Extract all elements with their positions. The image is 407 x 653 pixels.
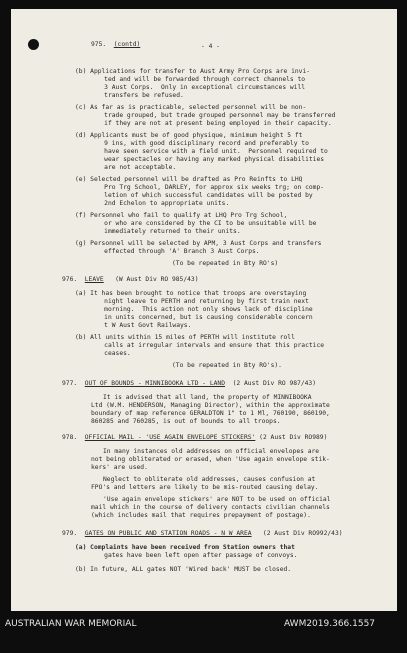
document-line: In many instances old addresses on official envelopes are	[103, 448, 320, 455]
document-line: It is advised that all land, the property of MINNIBOOKA	[103, 394, 312, 401]
document-line: ted and will be forwarded through correct channels to	[89, 76, 306, 83]
document-line: if they are not at present being employed in their capacity.	[89, 120, 332, 127]
document-line: (e) Selected personnel will be drafted as Pro Reinfts to LHQ	[75, 176, 303, 183]
document-line: Ltd (W.M. HENDERSON, Managing Director), within the approximate	[91, 402, 330, 409]
document-line: 3 Aust Corps. Only in exceptional circumstances will	[89, 84, 306, 91]
document-line: 860285 and 760285, is out of bounds to all troops.	[91, 418, 281, 425]
document-line: (b) In future, ALL gates NOT 'Wired back' MUST be closed.	[75, 566, 292, 573]
document-line: trade grouped, but trade grouped personnel may be transferred	[89, 112, 336, 119]
document-line: (b) Applications for transfer to Aust Army Pro Corps are invi-	[75, 68, 311, 75]
document-line: Pro Trg School, DARLEY, for approx six weeks trg; on comp-	[89, 184, 325, 191]
document-line: t W Aust Govt Railways.	[89, 322, 192, 329]
document-line: (which includes mail that requires prepayment of postage).	[91, 512, 311, 519]
document-line: (a) Complaints have been received from Station owners that	[75, 544, 295, 551]
document-line: (b) All units within 15 miles of PERTH will institute roll	[75, 334, 295, 341]
document-line: 9 ins, with good disciplinary record and preferably to	[89, 140, 309, 147]
document-line: in units concerned, but is causing considerable concern	[89, 314, 313, 321]
document-line: ceases.	[89, 350, 131, 357]
document-line: night leave to PERTH and returning by first train next	[89, 298, 309, 305]
document-line: FPO's and letters are likely to be mis-routed causing delay.	[91, 484, 319, 491]
document-line: 978. OFFICIAL MAIL - 'USE AGAIN ENVELOPE STICKERS' (2 Aust Div RO989)	[62, 434, 328, 441]
document-line: 977. OUT OF BOUNDS - MINNIBOOKA LTD - LAND (2 Aust Div RO 987/43)	[62, 380, 317, 387]
document-line: 2nd Echelon to appropriate units.	[89, 200, 230, 207]
document-line: gates have been left open after passage of convoys.	[89, 552, 298, 559]
document-line: Neglect to obliterate old addresses, causes confusion at	[103, 476, 316, 483]
document-line: immediately returned to their units.	[89, 228, 241, 235]
document-line: not being obliterated or erased, when 'Use again envelope stik-	[91, 456, 330, 463]
punch-hole	[28, 39, 39, 50]
document-line: (d) Applicants must be of good physique, minimum height 5 ft	[75, 132, 303, 139]
document-line: effected through 'A' Branch 3 Aust Corps.	[89, 248, 260, 255]
document-line: wear spectacles or having any marked physical disabilities	[89, 156, 325, 163]
archive-footer	[0, 614, 407, 636]
document-line: morning. This action not only shows lack of discipline	[89, 306, 313, 313]
document-line: (f) Personnel who fail to qualify at LHQ Pro Trg School,	[75, 212, 288, 219]
document-line: 979. GATES ON PUBLIC AND STATION ROADS - N W AREA (2 Aust Div RO992/43)	[62, 530, 343, 537]
document-page	[11, 9, 397, 611]
document-line: 975. (contd)	[91, 41, 141, 48]
document-line: have seen service with a field unit. Personnel required to	[89, 148, 328, 155]
document-line: letion of which successful candidates will be posted by	[89, 192, 313, 199]
document-line: kers' are used.	[91, 464, 148, 471]
footer-accession-number: AWM2019.366.1557	[284, 619, 376, 629]
document-line: or who are considered by the CI to be unsuitable will be	[89, 220, 317, 227]
document-line: (To be repeated in Bty RO's).	[172, 362, 282, 369]
footer-institution: AUSTRALIAN WAR MEMORIAL	[5, 619, 137, 629]
document-line: (To be repeated in Bty RO's)	[172, 260, 279, 267]
document-line: (c) As far as is practicable, selected personnel will be non-	[75, 104, 307, 111]
document-line: calls at irregular intervals and ensure that this practice	[89, 342, 325, 349]
document-line: (a) It has been brought to notice that troops are overstaying	[75, 290, 307, 297]
document-line: 976. LEAVE (W Aust Div RO 985/43)	[62, 276, 199, 283]
document-line: are not acceptable.	[89, 164, 177, 171]
document-line: transfers be refused.	[89, 92, 184, 99]
document-line: (g) Personnel will be selected by APM, 3 Aust Corps and transfers	[75, 240, 322, 247]
page-number-header: - 4 -	[201, 43, 220, 50]
document-line: 'Use again envelope stickers' are NOT to be used on official	[103, 496, 331, 503]
document-line: mail which in the course of delivery contacts civilian channels	[91, 504, 330, 511]
document-line: boundary of map reference GERALDTON 1" to 1 Ml, 760190, 860190,	[91, 410, 330, 417]
